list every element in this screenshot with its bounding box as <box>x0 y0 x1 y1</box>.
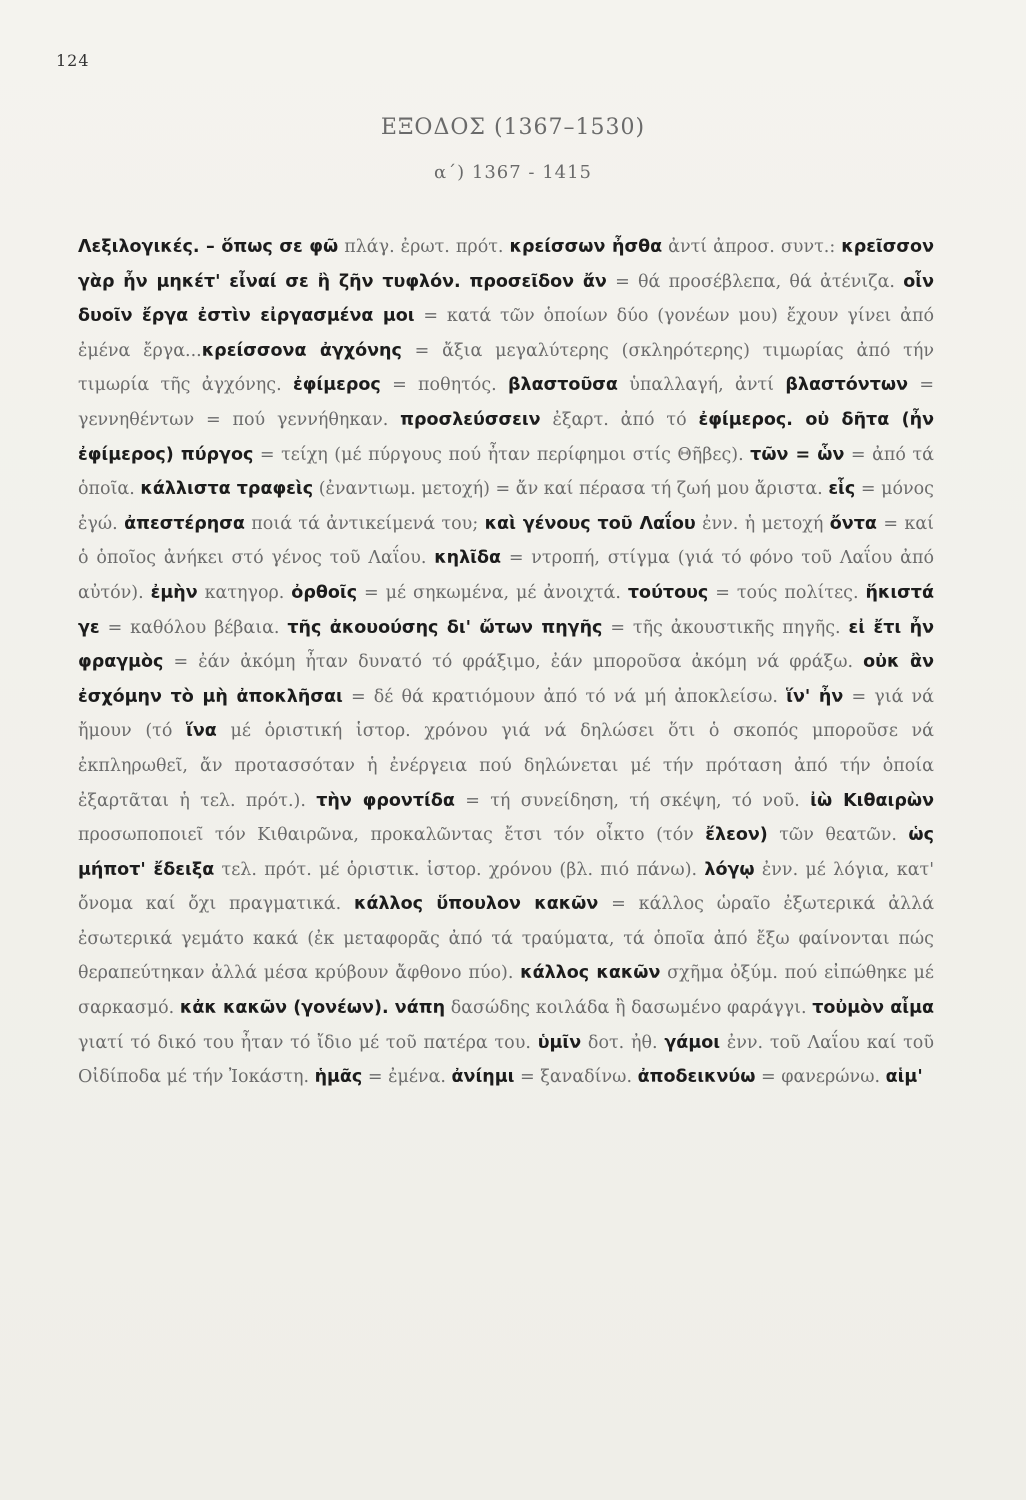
headword: ὀρθοῖς <box>291 582 358 603</box>
headword: κάλλιστα τραφεὶς <box>140 479 314 500</box>
gloss-text: (ἐναντιωμ. μετοχή) = ἄν καί πέρασα τή ζωή μου ἄριστα. <box>313 479 829 500</box>
headword: τὴν φροντίδα <box>316 790 455 811</box>
headword: ἔλεον) <box>705 825 768 846</box>
gloss-text: = ἄξια μεγαλύτερης (σκληρότερης) τιμωρίας ἀπό τήν τιμωρία τῆς ἀγχόνης. <box>78 340 934 396</box>
headword: βλαστόντων <box>785 375 909 396</box>
glossary-paragraph <box>78 230 934 1095</box>
headword: κρείσσονα ἀγχόνης <box>201 340 402 361</box>
gloss-text: = καί ὁ ὁποῖος ἀνήκει στό γένος τοῦ Λαΐου. <box>78 513 935 569</box>
gloss-text: = ἐμένα. <box>362 1067 452 1088</box>
headword: ἥκιστά γε <box>78 582 934 638</box>
gloss-text: = τῆς ἀκουστικῆς πηγῆς. <box>602 617 849 638</box>
headword: βλαστοῦσα <box>508 375 618 396</box>
gloss-text: δασώδης κοιλάδα ἢ δασωμένο φαράγγι. <box>445 998 813 1019</box>
headword: προσλεύσσειν <box>400 409 541 430</box>
gloss-text: = γιά νά ἤμουν (τό <box>78 686 934 742</box>
gloss-text: ἐνν. μέ λόγια, κατ' ὄνομα καί ὄχι πραγματικά. <box>78 859 935 915</box>
gloss-text: σχῆμα ὀξύμ. πού εἰπώθηκε μέ σαρκασμό. <box>78 963 934 1019</box>
headword: εἰ ἔτι ἦν φραγμὸς <box>78 617 934 673</box>
headword: ὄντα <box>829 513 877 534</box>
gloss-text: ἐνν. ἡ μετοχή <box>695 513 830 534</box>
headword: τοὐμὸν αἷμα <box>812 998 934 1019</box>
headword: αἱμ' <box>885 1067 923 1088</box>
gloss-text: = κάλλος ὡραῖο ἐξωτερικά ἀλλά ἐσωτερικά γεμάτο κακά (ἐκ μεταφορᾶς ἀπό τά τραύματα, τά ὁποῖα ἀπό ἔξω φαίνονται πώς θεραπεύτηκαν ἀλλά μέσα κρύβουν ἄφθονο πύο). <box>78 894 935 984</box>
headword: λόγῳ <box>704 859 755 880</box>
headword: τῆς ἀκουούσης δι' ὤτων πηγῆς <box>287 617 603 638</box>
headword: ἵνα <box>186 721 217 742</box>
headword: ἀνίημι <box>451 1067 515 1088</box>
gloss-text: = καθόλου βέβαια. <box>99 617 288 638</box>
headword: κηλῖδα <box>434 548 502 569</box>
headword: κρείσσων ἦσθα <box>509 237 663 257</box>
headword: ἐμὴν <box>150 582 198 603</box>
headword: ἀποδεικνύω <box>637 1067 756 1088</box>
gloss-text: ἐξαρτ. ἀπό τό <box>540 409 699 430</box>
gloss-text: μέ ὁριστική ἱστορ. χρόνου γιά νά δηλώσει ὅτι ὁ σκοπός μποροῦσε νά ἐκπληρωθεῖ, ἄν προτασσόταν ἡ ἐνέργεια πού δηλώνεται μέ τήν πρόταση ἀπό τήν ὁποία ἐξαρτᾶται ἡ τελ. πρότ.). <box>78 721 934 811</box>
gloss-text: ἐνν. τοῦ Λαΐου καί τοῦ Οἰδίποδα μέ τήν Ἰοκάστη. <box>78 1032 934 1088</box>
headword: ἰὼ Κιθαιρὼν <box>810 790 934 811</box>
gloss-text: τελ. πρότ. μέ ὁριστικ. ἱστορ. χρόνου (βλ. πιό πάνω). <box>214 859 705 880</box>
headword: κρεῖσσον γὰρ ἦν μηκέτ' εἶναί σε ἢ ζῆν τυφλόν. προσεῖδον ἄν <box>78 237 934 292</box>
gloss-text: προσωποποιεῖ τόν Κιθαιρῶνα, προκαλῶντας ἔτσι τόν οἶκτο (τόν <box>78 825 706 846</box>
headword: τούτους <box>627 582 709 603</box>
gloss-text: = ντροπή, στίγμα (γιά τό φόνο τοῦ Λαΐου ἀπό αὐτόν). <box>78 548 934 603</box>
headword: Λεξιλογικές. – ὅπως σε φῶ <box>78 237 339 257</box>
headword: κἀκ κακῶν (γονέων). νάπη <box>179 998 446 1019</box>
gloss-text: = μόνος ἐγώ. <box>78 479 934 534</box>
headword: ὑμῖν <box>537 1032 582 1053</box>
gloss-text: = ἐάν ἀκόμη ἦταν δυνατό τό φράξιμο, ἐάν μποροῦσα ἀκόμη νά φράξω. <box>163 652 864 673</box>
headword: ἵν' ἦν <box>786 686 844 707</box>
headword: οὐκ ἂν ἐσχόμην τὸ μὴ ἀποκλῆσαι <box>78 652 934 707</box>
section-subtitle: α΄) 1367 - 1415 <box>433 162 593 183</box>
section-title: ΕΞΟΔΟΣ (1367–1530) <box>380 115 646 140</box>
headword: ἡμᾶς <box>314 1067 363 1088</box>
headword: καὶ γένους τοῦ Λαΐου <box>484 513 696 534</box>
gloss-text: ἀντί ἀπροσ. συντ.: <box>662 237 842 257</box>
gloss-text: = θά προσέβλεπα, θά ἀτένιζα. <box>606 271 904 292</box>
headword: οἷν δυοῖν ἔργα ἐστὶν εἰργασμένα μοι <box>78 271 935 327</box>
headword: γάμοι <box>664 1032 721 1053</box>
gloss-text: = φανερώνω. <box>755 1067 886 1088</box>
gloss-text: = κατά τῶν ὁποίων δύο (γονέων μου) ἔχουν γίνει ἀπό ἐμένα ἔργα... <box>78 306 934 361</box>
headword: ἐφίμερος <box>292 375 381 396</box>
gloss-text: = γεννηθέντων = πού γεννήθηκαν. <box>78 375 934 430</box>
headword: ἀπεστέρησα <box>124 513 245 534</box>
headword: ἐφίμερος. οὐ δῆτα (ἦν ἐφίμερος) πύργος <box>78 409 934 465</box>
gloss-text: = ποθητός. <box>380 375 509 396</box>
headword: ὡς μήποτ' ἔδειξα <box>78 825 934 880</box>
gloss-text: = μέ σηκωμένα, μέ ἀνοιχτά. <box>357 582 628 603</box>
gloss-text: γιατί τό δικό του ἦταν τό ἴδιο μέ τοῦ πατέρα του. <box>78 1032 538 1053</box>
gloss-text: = ἀπό τά ὁποῖα. <box>78 444 934 500</box>
gloss-text: = δέ θά κρατιόμουν ἀπό τό νά μή ἀποκλείσω. <box>342 686 787 707</box>
headword: εἷς <box>828 479 856 500</box>
headword: κάλλος ὕπουλον κακῶν <box>354 894 599 915</box>
gloss-text: κατηγορ. <box>197 582 292 603</box>
gloss-text: = τείχη (μέ πύργους πού ἦταν περίφημοι στίς Θῆβες). <box>253 444 751 465</box>
headword: τῶν = ὧν <box>750 444 845 465</box>
gloss-text: = τούς πολίτες. <box>708 582 866 603</box>
gloss-text: τῶν θεατῶν. <box>767 825 909 846</box>
gloss-text: δοτ. ἠθ. <box>581 1032 665 1053</box>
page-number: 124 <box>56 51 90 70</box>
gloss-text: ὑπαλλαγή, ἀντί <box>617 375 786 396</box>
gloss-text: = ξαναδίνω. <box>514 1067 638 1088</box>
gloss-text: = τή συνείδηση, τή σκέψη, τό νοῦ. <box>454 790 811 811</box>
headword: κάλλος κακῶν <box>520 963 661 984</box>
gloss-text: ποιά τά ἀντικείμενά του; <box>244 513 485 534</box>
gloss-text: πλάγ. ἐρωτ. πρότ. <box>338 237 510 257</box>
